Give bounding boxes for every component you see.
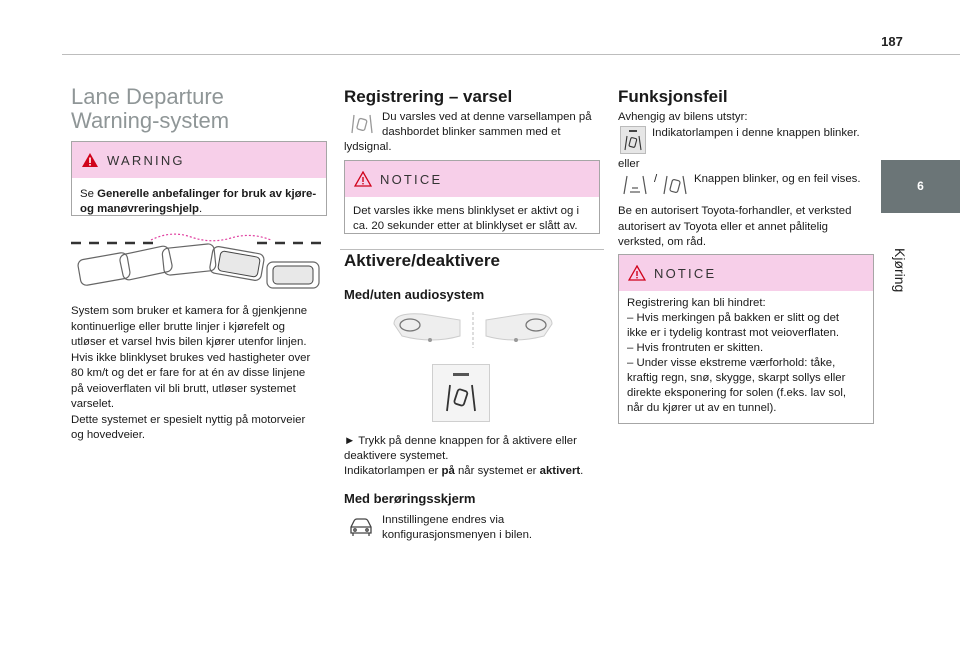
notice-line: ca. 20 sekunder etter at blinklyset er slått av. — [353, 220, 578, 232]
lane-assist-fault-icon — [662, 172, 688, 198]
lane-fault-icon — [622, 172, 648, 198]
body-line: 80 km/t og det er fare for at én av disse linjene — [71, 367, 306, 379]
lane-assist-icon — [433, 365, 489, 421]
body-line: på veioverflaten vil bli brutt, utløser systemet — [71, 382, 296, 395]
warning-text-pre: Se — [80, 188, 98, 200]
chapter-tab[interactable]: 6 — [881, 160, 960, 213]
notice-icon — [628, 265, 646, 281]
dealer-line: Be en autorisert Toyota-forhandler, et verksted — [618, 205, 852, 217]
reg-text-line2: dashbordet blinker sammen med et — [382, 126, 561, 138]
lane-button-small[interactable] — [620, 126, 646, 154]
notice-label: NOTICE — [380, 171, 443, 187]
notice-line: – Under visse ekstreme værforhold: tåke, — [627, 357, 836, 369]
warning-text-post: . — [199, 203, 203, 215]
notice-line: – Hvis frontruten er skitten. — [627, 342, 764, 354]
warning-label: WARNING — [107, 152, 185, 168]
section-title-line2: Warning-system — [71, 108, 230, 133]
warning-text-link[interactable]: Generelle anbefalinger for bruk av kjøre- og manøvreringshjelp — [80, 188, 317, 215]
body-line: Hvis ikke blinklyset brukes ved hastigheter over — [71, 351, 311, 364]
notice-header — [345, 161, 599, 197]
notice-text — [619, 291, 873, 426]
heading-aktivere: Aktivere/deaktivere — [344, 251, 500, 270]
body-line: kontinuerlige eller brutte linjer i kjørefelt og — [71, 320, 285, 333]
lane-assist-icon — [621, 127, 645, 153]
press-line1: ► Trykk på denne knappen for å aktivere eller — [344, 435, 577, 447]
page-number: 187 — [881, 34, 903, 49]
button-blink-text: Knappen blinker, og en feil vises. — [694, 173, 861, 185]
notice-header — [619, 255, 873, 291]
notice-box-2 — [618, 254, 874, 424]
steering-wheel-illustration — [392, 310, 554, 350]
lane-warning-lamp-icon — [350, 112, 374, 136]
indicator-text-pre: Indikatorlampen er — [344, 465, 442, 477]
lane-description — [71, 304, 333, 444]
notice-line: – Hvis merkingen på bakken er slitt og det — [627, 312, 840, 324]
indicator-text-mid: når systemet er — [454, 465, 540, 477]
press-line2: deaktivere systemet. — [344, 450, 449, 462]
section-divider — [340, 249, 604, 250]
notice-icon — [354, 171, 372, 187]
notice-label: NOTICE — [654, 265, 717, 281]
body-line: utløser et varsel hvis bilen kjører utenfor linjen. — [71, 336, 307, 348]
dealer-line: autorisert av Toyota eller et annet pålitelig — [618, 220, 829, 233]
warning-text — [72, 178, 326, 227]
dealer-text — [618, 204, 880, 251]
or-text: eller — [618, 158, 640, 170]
car-settings-icon — [348, 516, 374, 538]
body-line: Dette systemet er spesielt nyttig på motorveier — [71, 413, 306, 426]
heading-registrering: Registrering – varsel — [344, 87, 513, 106]
lane-assist-button[interactable] — [432, 364, 490, 422]
notice-line: Registrering kan bli hindret: — [627, 297, 766, 309]
body-line: System som bruker et kamera for å gjenkjenne — [71, 305, 308, 317]
indicator-on: på — [441, 465, 455, 477]
reg-text-line3: lydsignal. — [344, 141, 392, 153]
header-rule — [62, 54, 960, 55]
touch-line1: Innstillingene endres via — [382, 514, 505, 526]
slash-separator: / — [654, 173, 658, 185]
reg-text-line1: Du varsles ved at denne varsellampen på — [382, 111, 592, 123]
indicator-text — [344, 464, 583, 480]
section-title-line1: Lane Departure — [71, 84, 224, 109]
notice-line: kraftig regn, snø, skygge, skarpt sollys eller — [627, 372, 846, 384]
notice-text — [345, 197, 599, 244]
touch-line2: konfigurasjonsmenyen i bilen. — [382, 529, 533, 541]
notice-line: Det varsles ikke mens blinklyset er aktivt og i — [353, 205, 579, 217]
dealer-line: verksted, om råd. — [618, 236, 706, 248]
notice-line: når du kjører ut av en tunnel). — [627, 402, 777, 414]
warning-icon — [81, 152, 99, 168]
indicator-active: aktivert — [539, 465, 581, 477]
heading-touchscreen: Med berøringsskjerm — [344, 491, 476, 506]
warning-header — [72, 142, 326, 178]
body-line: og hovedveier. — [71, 429, 146, 441]
notice-line: ikke er i tydelig kontrast mot veioverflaten. — [627, 327, 840, 339]
indicator-text-post: . — [580, 465, 584, 477]
notice-box — [344, 160, 600, 234]
warning-box — [71, 141, 327, 216]
body-line: varselet. — [71, 398, 115, 410]
notice-line: direkte eksponering for solen (f.eks. lav sol, — [627, 387, 847, 399]
equipment-text: Avhengig av bilens utstyr: — [618, 111, 748, 123]
lane-departure-illustration — [71, 228, 327, 294]
heading-funksjonsfeil: Funksjonsfeil — [618, 87, 728, 106]
indicator-blink-text: Indikatorlampen i denne knappen blinker. — [652, 127, 860, 139]
chapter-title: Kjøring — [892, 248, 908, 293]
heading-audio: Med/uten audiosystem — [344, 287, 485, 302]
